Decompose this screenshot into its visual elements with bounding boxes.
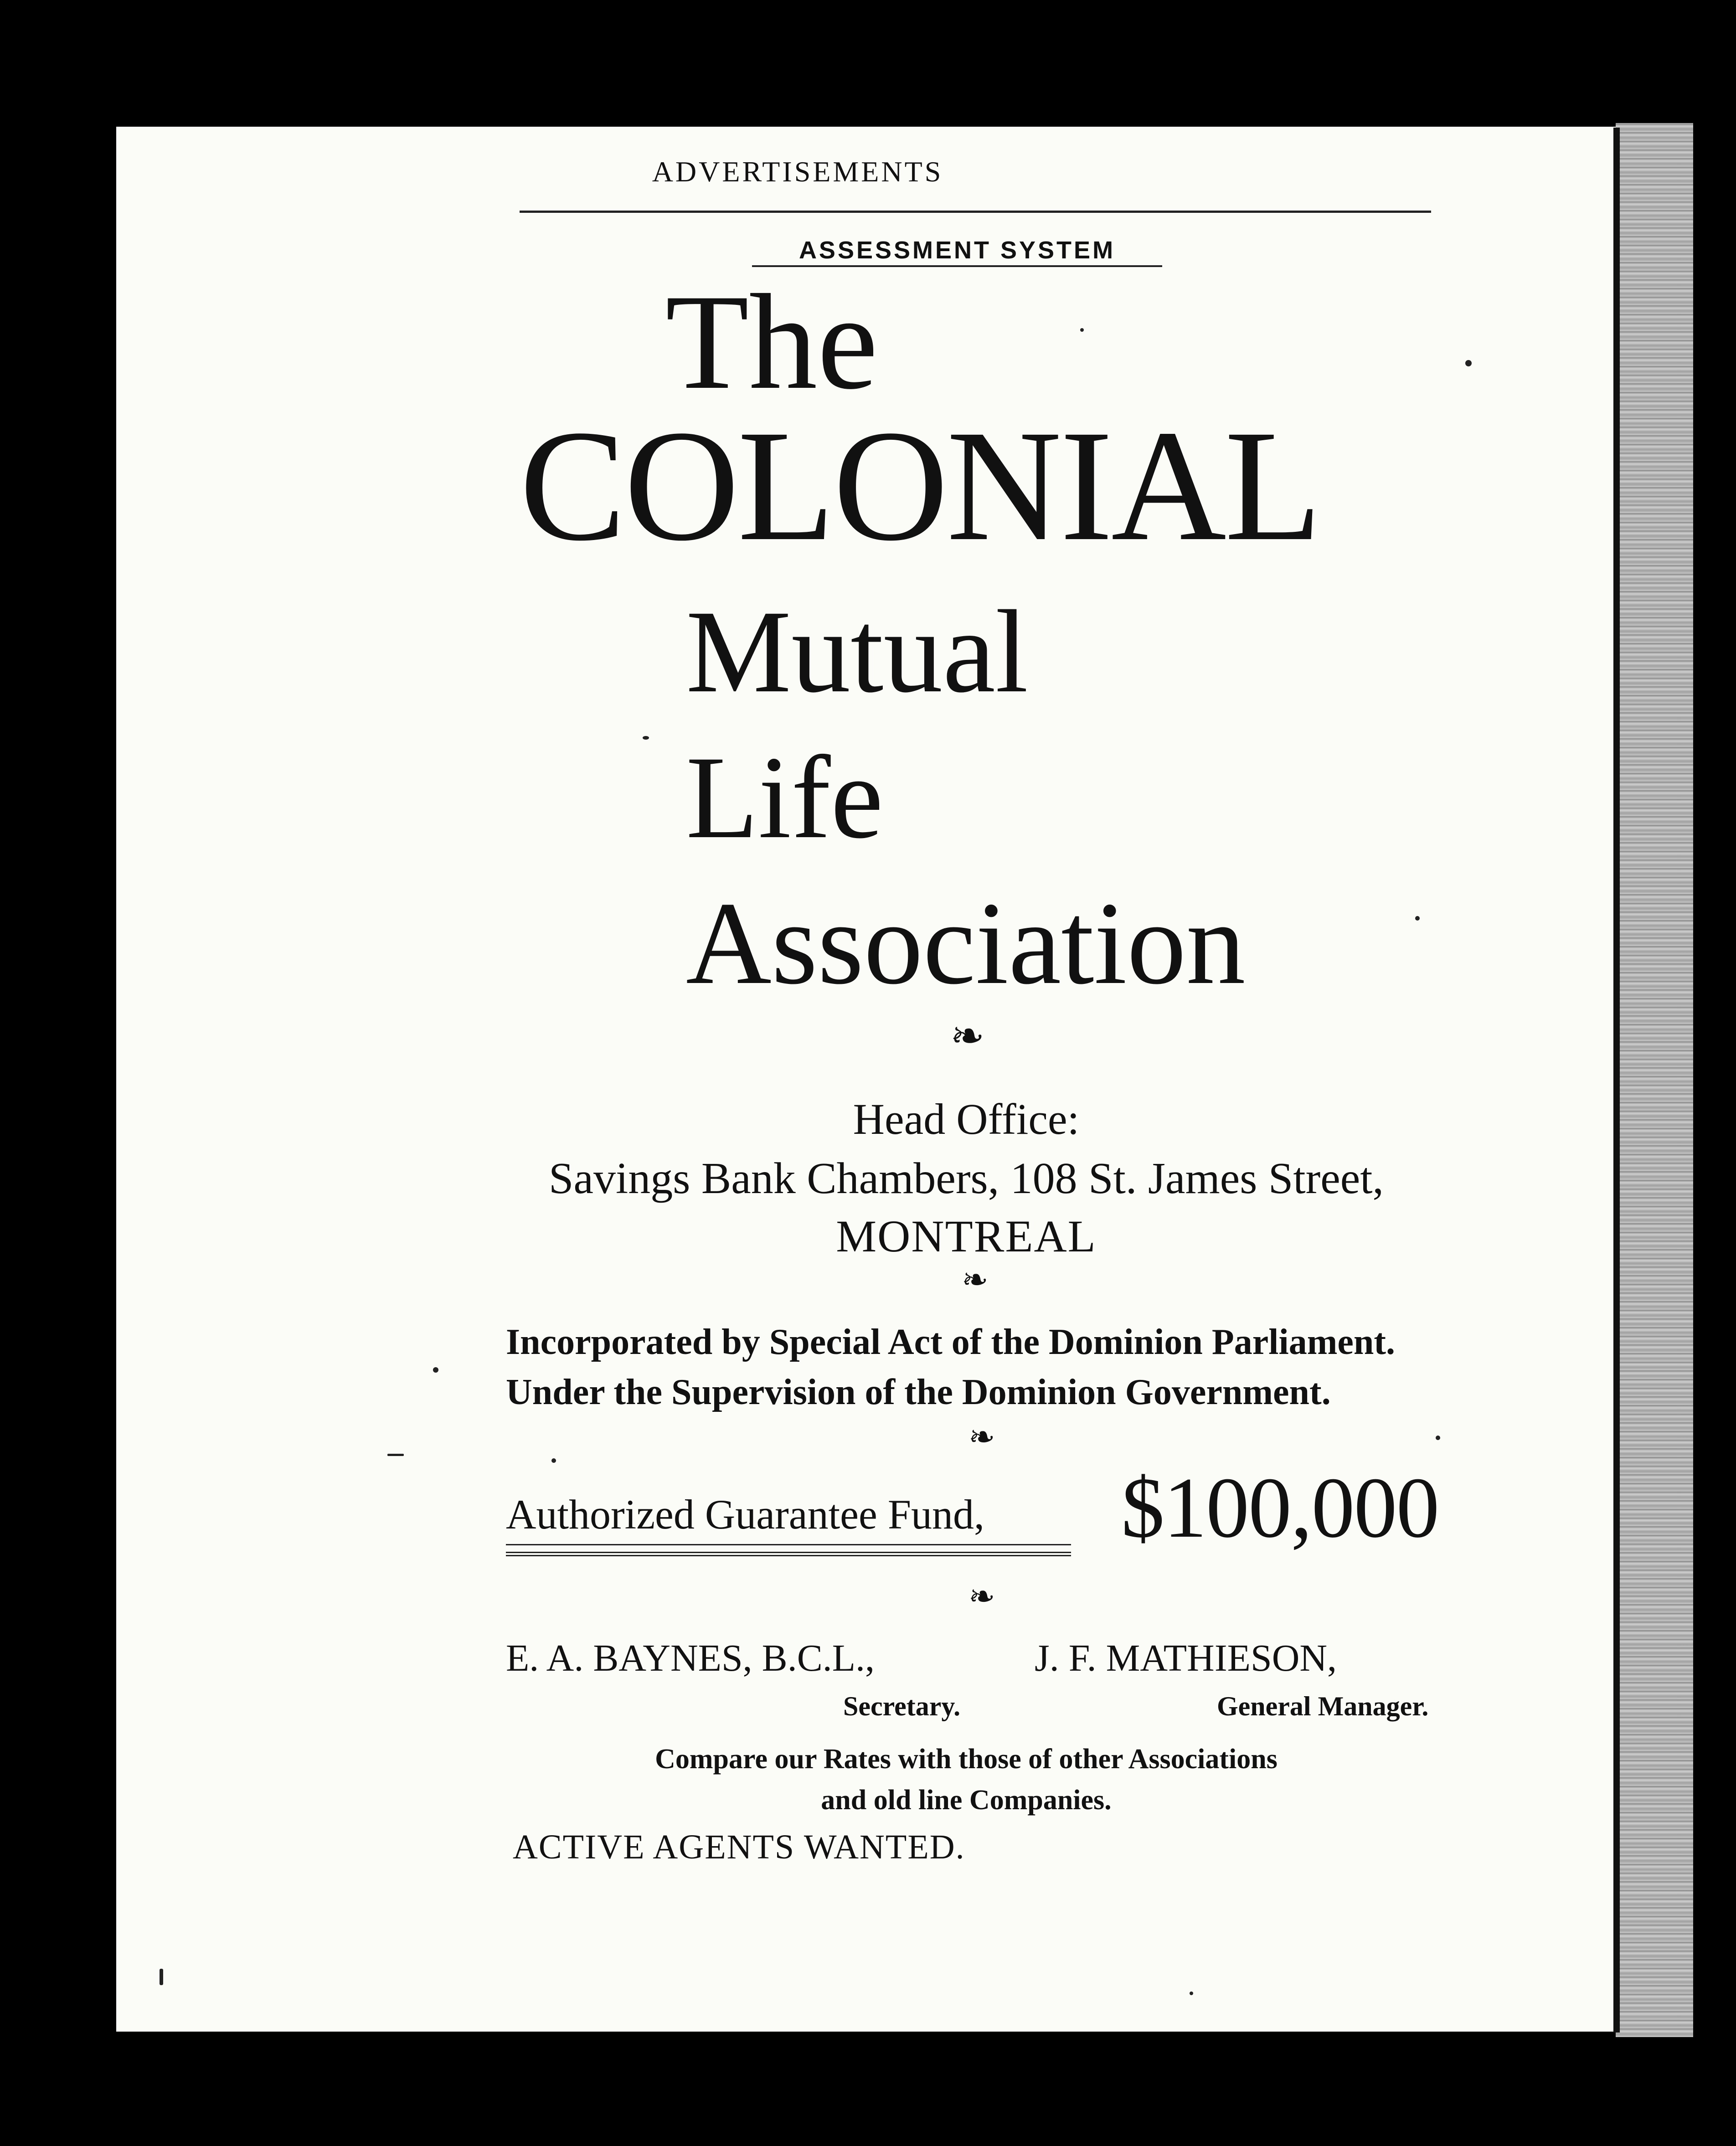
scan-speck bbox=[387, 1454, 404, 1456]
compare-rates-line1: Compare our Rates with those of other Associations bbox=[655, 1744, 1278, 1775]
fleuron-ornament-icon: ❧ bbox=[950, 1014, 985, 1059]
incorporation-text: Incorporated by Special Act of the Dominion Parliament. bbox=[506, 1322, 1395, 1362]
head-office-address: Savings Bank Chambers, 108 St. James Street, bbox=[549, 1154, 1384, 1203]
title-colonial: COLONIAL bbox=[520, 397, 1320, 574]
fleuron-ornament-icon: ❧ bbox=[968, 1580, 995, 1615]
guarantee-fund-amount: $100,000 bbox=[1121, 1460, 1439, 1556]
secretary-title: Secretary. bbox=[843, 1691, 961, 1721]
scan-speck bbox=[643, 736, 649, 740]
head-office-city: MONTREAL bbox=[836, 1211, 1097, 1261]
scan-speck bbox=[1190, 1992, 1193, 1995]
scan-speck bbox=[551, 1458, 556, 1463]
scan-speck bbox=[160, 1969, 163, 1985]
title-life: Life bbox=[686, 732, 884, 863]
general-manager-name: J. F. MATHIESON, bbox=[1035, 1637, 1337, 1679]
title-mutual: Mutual bbox=[686, 586, 1029, 717]
guarantee-fund-label: Authorized Guarantee Fund, bbox=[506, 1491, 985, 1538]
general-manager-title: General Manager. bbox=[1217, 1691, 1429, 1721]
fund-underline bbox=[506, 1544, 1071, 1553]
running-header: ADVERTISEMENTS bbox=[652, 155, 943, 188]
fund-underline-second bbox=[506, 1555, 1071, 1556]
scan-speck bbox=[1415, 916, 1420, 921]
fleuron-ornament-icon: ❧ bbox=[962, 1263, 989, 1298]
book-spine-edge bbox=[1616, 123, 1693, 2037]
supervision-text: Under the Supervision of the Dominion Government. bbox=[506, 1372, 1331, 1412]
title-the: The bbox=[665, 266, 878, 417]
scan-speck bbox=[1465, 360, 1472, 366]
fleuron-ornament-icon: ❧ bbox=[968, 1420, 995, 1455]
system-heading: ASSESSMENT SYSTEM bbox=[752, 236, 1162, 267]
scan-speck bbox=[433, 1367, 438, 1373]
agents-wanted-notice: ACTIVE AGENTS WANTED. bbox=[513, 1828, 965, 1866]
header-rule bbox=[520, 211, 1431, 213]
title-association: Association bbox=[686, 878, 1246, 1009]
secretary-name: E. A. BAYNES, B.C.L., bbox=[506, 1637, 875, 1679]
scan-speck bbox=[1080, 328, 1084, 332]
compare-rates-line2: and old line Companies. bbox=[821, 1785, 1112, 1816]
head-office-label: Head Office: bbox=[853, 1095, 1080, 1143]
scan-speck bbox=[1436, 1436, 1440, 1440]
page-edge-shadow bbox=[1613, 128, 1620, 2033]
